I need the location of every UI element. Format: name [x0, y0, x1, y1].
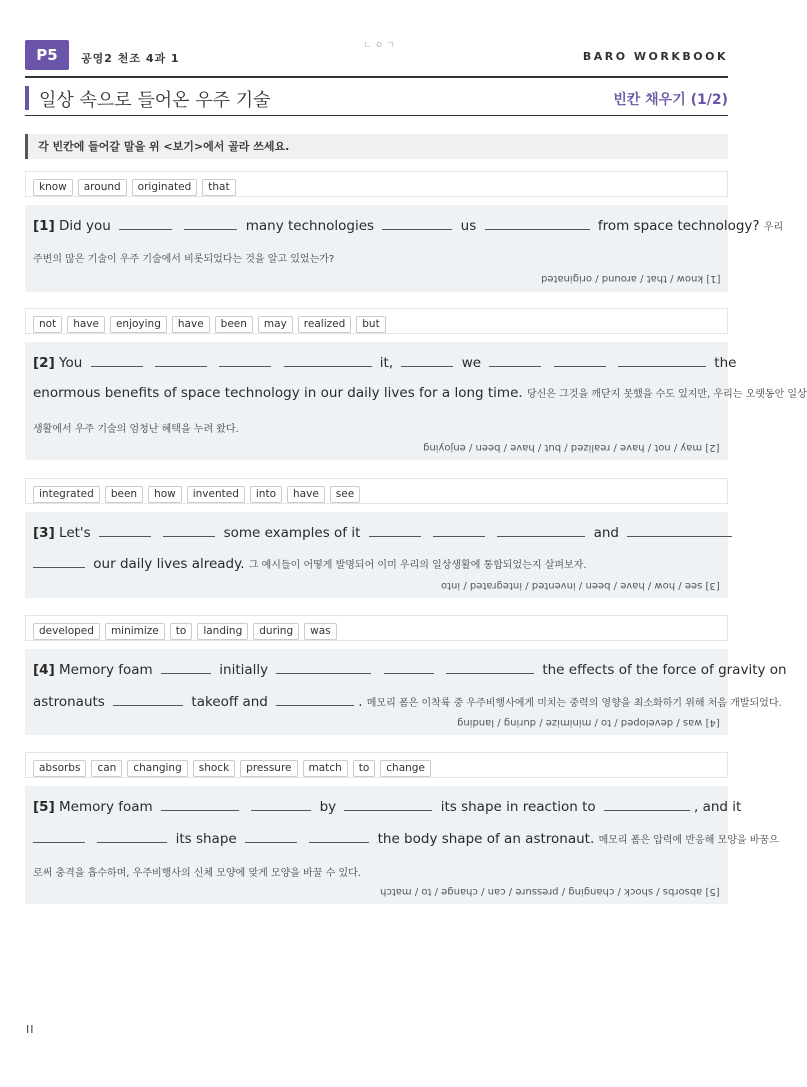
word-chip: developed [33, 623, 100, 640]
answer-blank[interactable] [433, 523, 485, 537]
sentence-text: , and it [693, 799, 742, 815]
word-chip: how [148, 486, 182, 503]
word-chip: see [330, 486, 360, 503]
answer-blank[interactable] [97, 829, 167, 843]
question-2 [25, 342, 807, 460]
word-chip: may [258, 316, 293, 333]
answer-blank[interactable] [384, 660, 434, 674]
question-5 [25, 786, 779, 904]
page-subtitle: 빈칸 채우기 (1/2) [613, 92, 728, 108]
word-chip: changing [127, 760, 187, 777]
answer-blank[interactable] [276, 692, 354, 706]
answer-blank[interactable] [284, 353, 372, 367]
sentence-text: some examples of it [223, 525, 361, 541]
word-chip: was [304, 623, 337, 640]
sentence-text: enormous benefits of space technology in our daily lives for a long time. [33, 385, 523, 401]
question-line [33, 523, 720, 541]
sentence-text: its shape in reaction to [440, 799, 596, 815]
word-chip: originated [132, 179, 198, 196]
sentence-text: initially [219, 662, 269, 678]
sentence-text: by [319, 799, 337, 815]
page-number: II [26, 1023, 35, 1036]
word-chip: invented [187, 486, 245, 503]
word-bank-1 [25, 171, 728, 197]
sentence-text: it, [379, 355, 394, 371]
question-line [33, 864, 720, 880]
answer-blank[interactable] [91, 353, 143, 367]
answer-blank[interactable] [382, 216, 452, 230]
sentence-text: us [460, 218, 477, 234]
answer-blank[interactable] [627, 523, 732, 537]
question-number: [3] [33, 525, 55, 541]
answer-key: [4] was / developed / to / minimize / during / landing [457, 717, 720, 728]
korean-translation: 로써 충격을 흡수하며, 우주비행사의 신체 모양에 맞게 모양을 바꿀 수 있다. [33, 868, 361, 879]
korean-translation: 그 예시들이 어떻게 발명되어 이미 우리의 일상생활에 통합되었는지 살펴보자. [248, 560, 587, 571]
question-line [33, 829, 779, 847]
word-bank-5 [25, 752, 728, 778]
word-chip: that [202, 179, 235, 196]
question-line [33, 660, 787, 678]
page-badge: P5 [25, 40, 69, 70]
word-chip: but [356, 316, 385, 333]
answer-blank[interactable] [33, 829, 85, 843]
word-chip: have [287, 486, 325, 503]
sentence-text: the effects of the force of gravity on [542, 662, 787, 678]
answer-blank[interactable] [485, 216, 590, 230]
answer-blank[interactable] [554, 353, 606, 367]
answer-blank[interactable] [604, 797, 690, 811]
word-chip: into [250, 486, 282, 503]
question-number: [4] [33, 662, 55, 678]
word-chip: know [33, 179, 73, 196]
word-chip: realized [298, 316, 351, 333]
sentence-text: from space technology? [597, 218, 760, 234]
word-chip: shock [193, 760, 235, 777]
word-chip: absorbs [33, 760, 86, 777]
question-1 [25, 205, 784, 292]
answer-blank[interactable] [245, 829, 297, 843]
question-3 [25, 512, 728, 598]
word-chip: integrated [33, 486, 100, 503]
question-line [33, 797, 742, 815]
center-mark: ㄴㅇㄱ [363, 41, 399, 51]
sentence-text: . [358, 694, 363, 710]
answer-blank[interactable] [161, 660, 211, 674]
answer-key: [5] absorbs / shock / changing / pressure / can / change / to / match [380, 886, 720, 897]
answer-blank[interactable] [369, 523, 421, 537]
answer-blank[interactable] [618, 353, 706, 367]
korean-translation: 주변의 많은 기술이 우주 기술에서 비롯되었다는 것을 알고 있었는가? [33, 254, 335, 265]
word-chip: pressure [240, 760, 297, 777]
question-line [33, 420, 720, 436]
question-number: [1] [33, 218, 55, 234]
sentence-text: many technologies [245, 218, 375, 234]
word-chip: enjoying [110, 316, 167, 333]
korean-translation: 생활에서 우주 기술의 엄청난 혜택을 누려 왔다. [33, 424, 239, 435]
word-chip: can [91, 760, 122, 777]
korean-translation: 우리 [763, 222, 784, 233]
answer-blank[interactable] [99, 523, 151, 537]
question-line [33, 692, 782, 710]
sentence-text: its shape [175, 831, 237, 847]
answer-key: [3] see / how / have / been / invented / integrated / into [441, 580, 720, 591]
word-chip: have [67, 316, 105, 333]
word-bank-2 [25, 308, 728, 334]
sentence-text: You [59, 355, 83, 371]
brand-label: BARO WORKBOOK [582, 50, 728, 63]
answer-blank[interactable] [446, 660, 534, 674]
answer-blank[interactable] [119, 216, 172, 230]
page-header [25, 40, 728, 78]
question-line [33, 353, 737, 371]
sentence-text: our daily lives already. [93, 556, 245, 572]
sentence-text: astronauts [33, 694, 105, 710]
word-chip: have [172, 316, 210, 333]
answer-blank[interactable] [276, 660, 371, 674]
word-chip: landing [197, 623, 248, 640]
word-chip: around [78, 179, 127, 196]
word-chip: been [215, 316, 253, 333]
course-label: 공영2 천조 4과 1 [81, 52, 180, 65]
answer-blank[interactable] [33, 554, 85, 568]
page-title: 일상 속으로 들어온 우주 기술 [39, 90, 271, 111]
word-chip: not [33, 316, 62, 333]
word-bank-4 [25, 615, 728, 641]
answer-blank[interactable] [251, 797, 311, 811]
answer-key: [1] know / that / around / originated [540, 273, 720, 284]
answer-blank[interactable] [344, 797, 432, 811]
korean-translation: 당신은 그것을 깨닫지 못했을 수도 있지만, 우리는 오랫동안 일상 [526, 389, 807, 400]
korean-translation: 메모리 폼은 압력에 반응해 모양을 바꿈으 [598, 835, 779, 846]
answer-blank[interactable] [401, 353, 453, 367]
question-number: [5] [33, 799, 55, 815]
sentence-text: Let's [59, 525, 91, 541]
sentence-text: the [714, 355, 737, 371]
word-bank-3 [25, 478, 728, 504]
answer-blank[interactable] [497, 523, 585, 537]
word-chip: during [253, 623, 299, 640]
sentence-text: Did you [59, 218, 111, 234]
word-chip: been [105, 486, 143, 503]
word-chip: match [303, 760, 348, 777]
answer-blank[interactable] [489, 353, 541, 367]
word-chip: to [170, 623, 193, 640]
word-chip: to [353, 760, 376, 777]
answer-blank[interactable] [309, 829, 369, 843]
answer-blank[interactable] [219, 353, 271, 367]
word-chip: minimize [105, 623, 165, 640]
answer-blank[interactable] [184, 216, 237, 230]
answer-blank[interactable] [113, 692, 183, 706]
answer-blank[interactable] [155, 353, 207, 367]
sentence-text: Memory foam [59, 662, 153, 678]
sentence-text: we [461, 355, 482, 371]
answer-blank[interactable] [163, 523, 215, 537]
sentence-text: and [593, 525, 619, 541]
sentence-text: Memory foam [59, 799, 153, 815]
question-line [33, 216, 784, 234]
word-chip: change [380, 760, 431, 777]
title-row [25, 86, 728, 116]
question-number: [2] [33, 355, 55, 371]
sentence-text: the body shape of an astronaut. [377, 831, 595, 847]
title-accent-bar [25, 86, 29, 110]
sentence-text: takeoff and [191, 694, 268, 710]
korean-translation: 메모리 폼은 이착륙 중 우주비행사에게 미치는 중력의 영향을 최소화하기 위해 처음 개발되었다. [366, 698, 782, 709]
answer-blank[interactable] [161, 797, 239, 811]
question-line [33, 554, 720, 572]
instruction: 각 빈칸에 들어갈 말을 위 <보기>에서 골라 쓰세요. [25, 134, 728, 159]
question-4 [25, 649, 787, 735]
question-line [33, 250, 720, 266]
answer-key: [2] may / not / have / realized / but / have / been / enjoying [423, 442, 720, 453]
question-line [33, 385, 807, 401]
